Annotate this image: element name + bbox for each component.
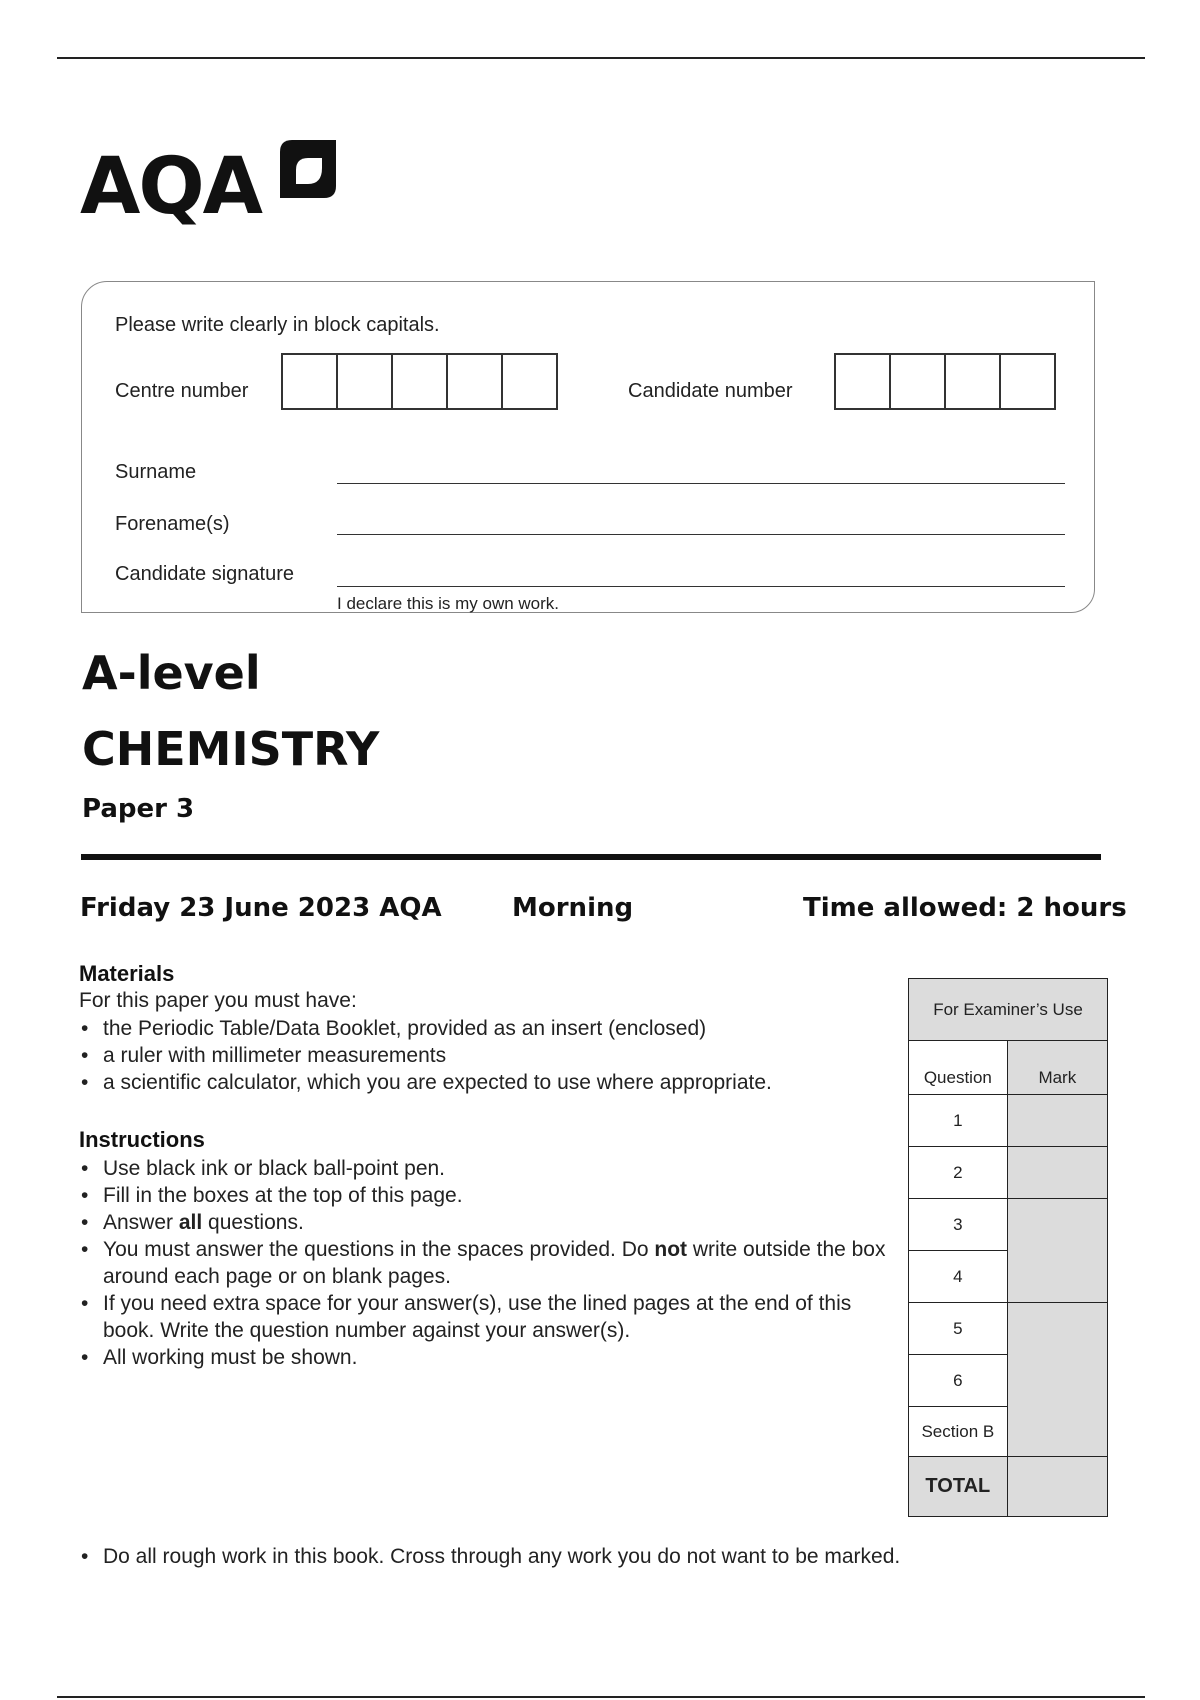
examiner-use-table (908, 978, 1108, 1517)
signature-field[interactable] (337, 586, 1065, 587)
bottom-rule (57, 1696, 1145, 1698)
instruction-text: write outside the box around each page or on blank pages. (103, 1238, 886, 1288)
question-number: Section B (909, 1407, 1008, 1457)
surname-label: Surname (115, 461, 197, 483)
candidate-details-box (81, 281, 1095, 613)
paper-number: Paper 3 (82, 794, 195, 824)
candidate-number-label: Candidate number (628, 380, 793, 402)
mark-cell[interactable] (1007, 1199, 1107, 1303)
top-rule (57, 57, 1145, 59)
candidate-number-cell[interactable] (944, 353, 1001, 410)
forenames-field[interactable] (337, 534, 1065, 535)
instruction-emphasis: not (654, 1238, 688, 1261)
list-item (79, 1290, 899, 1344)
title-divider (81, 854, 1101, 860)
question-column-header: Question (909, 1041, 1008, 1095)
candidate-number-cell[interactable] (834, 353, 891, 410)
block-capitals-instruction: Please write clearly in block capitals. (115, 314, 440, 336)
surname-field[interactable] (337, 483, 1065, 484)
question-number: 6 (909, 1355, 1008, 1407)
candidate-number-cell[interactable] (889, 353, 946, 410)
total-label: TOTAL (909, 1457, 1008, 1517)
aqa-logo (80, 140, 350, 240)
materials-intro: For this paper you must have: (79, 989, 357, 1012)
subject-title: CHEMISTRY (82, 722, 380, 776)
list-item (79, 1236, 899, 1290)
instruction-text: If you need extra space for your answer(s), use the lined pages at the end of this book. Write the question number against your answer(s). (103, 1292, 852, 1342)
candidate-number-boxes (834, 353, 1056, 410)
instruction-text: Fill in the boxes at the top of this page. (103, 1184, 463, 1207)
centre-number-cell[interactable] (391, 353, 448, 410)
centre-number-cell[interactable] (501, 353, 558, 410)
centre-number-boxes (281, 353, 558, 410)
instructions-heading: Instructions (79, 1127, 205, 1152)
centre-number-cell[interactable] (336, 353, 393, 410)
qualification-level: A-level (82, 646, 261, 700)
list-item: • the Periodic Table/Data Booklet, provided as an insert (enclosed) (79, 1015, 772, 1042)
centre-number-cell[interactable] (446, 353, 503, 410)
centre-number-cell[interactable] (281, 353, 338, 410)
list-item: • a scientific calculator, which you are expected to use where appropriate. (79, 1069, 772, 1096)
mark-cell[interactable] (1007, 1095, 1107, 1147)
candidate-number-cell[interactable] (999, 353, 1056, 410)
instructions-list (79, 1155, 899, 1371)
mark-cell[interactable] (1007, 1147, 1107, 1199)
forenames-label: Forename(s) (115, 513, 230, 535)
question-number: 1 (909, 1095, 1008, 1147)
question-number: 4 (909, 1251, 1008, 1303)
total-mark-cell[interactable] (1007, 1457, 1107, 1517)
instruction-text: Use black ink or black ball-point pen. (103, 1157, 446, 1180)
logo-text: AQA (80, 142, 262, 232)
list-item: • a ruler with millimeter measurements (79, 1042, 772, 1069)
materials-list (79, 1015, 772, 1096)
list-item (79, 1344, 899, 1371)
list-item (79, 1209, 899, 1236)
declaration-text: I declare this is my own work. (337, 594, 560, 613)
mark-cell[interactable] (1007, 1303, 1107, 1457)
aqa-leaf-icon (280, 140, 336, 198)
question-number: 2 (909, 1147, 1008, 1199)
list-item: • Do all rough work in this book. Cross through any work you do not want to be marked. (79, 1543, 1079, 1570)
question-number: 5 (909, 1303, 1008, 1355)
list-item (79, 1155, 899, 1182)
rough-work-note (79, 1543, 1079, 1570)
mark-column-header: Mark (1007, 1041, 1107, 1095)
instruction-text: All working must be shown. (103, 1346, 358, 1369)
materials-heading: Materials (79, 961, 175, 986)
exam-date: Friday 23 June 2023 AQA (80, 893, 442, 923)
signature-label: Candidate signature (115, 563, 295, 585)
centre-number-label: Centre number (115, 380, 249, 402)
instruction-emphasis: all (178, 1211, 203, 1234)
examiner-table-title: For Examiner’s Use (909, 979, 1108, 1041)
question-number: 3 (909, 1199, 1008, 1251)
exam-session: Morning (512, 893, 634, 923)
instruction-text: You must answer the questions in the spaces provided. Do (103, 1238, 655, 1261)
time-allowed: Time allowed: 2 hours (803, 893, 1127, 923)
instruction-text: Answer (103, 1211, 179, 1234)
instruction-text: questions. (202, 1211, 304, 1234)
list-item (79, 1182, 899, 1209)
